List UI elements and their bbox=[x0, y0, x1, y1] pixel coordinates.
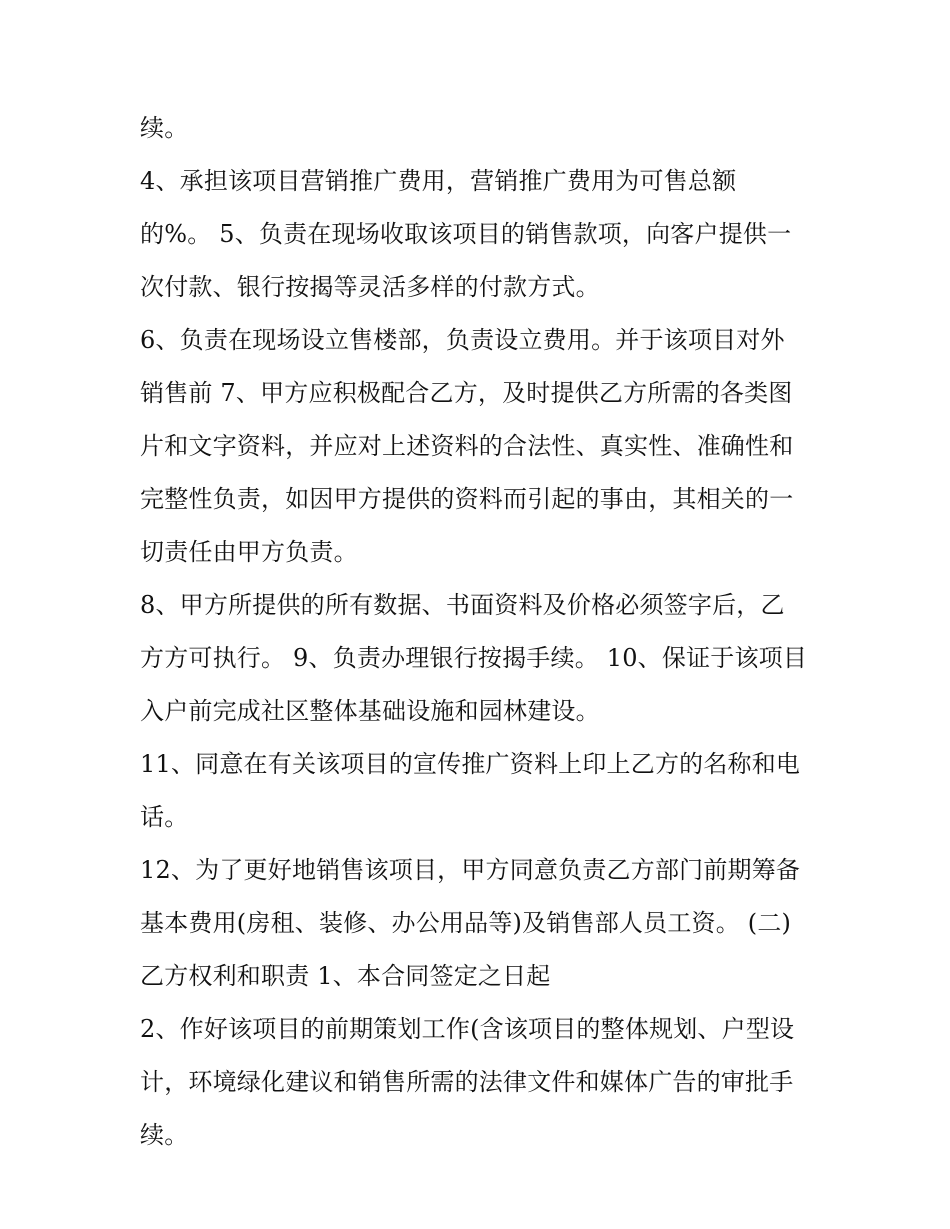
text-line: 话。 bbox=[140, 803, 189, 831]
text-line: 续。 bbox=[140, 1121, 189, 1149]
text-line: 入户前完成社区整体基础设施和园林建设。 bbox=[140, 697, 600, 725]
text-line: 方方可执行。 9、负责办理银行按揭手续。 10、保证于该项目 bbox=[140, 644, 808, 672]
text-line: 续。 bbox=[140, 114, 189, 142]
text-line: 2、作好该项目的前期策划工作(含该项目的整体规划、户型设 bbox=[140, 1015, 795, 1043]
text-line: 乙方权利和职责 1、本合同签定之日起 bbox=[140, 962, 551, 990]
text-line: 12、为了更好地销售该项目，甲方同意负责乙方部门前期筹备 bbox=[140, 856, 801, 884]
text-line: 11、同意在有关该项目的宣传推广资料上印上乙方的名称和电 bbox=[140, 750, 801, 778]
text-line: 6、负责在现场设立售楼部，负责设立费用。并于该项目对外 bbox=[140, 326, 785, 354]
text-line: 的%。 5、负责在现场收取该项目的销售款项，向客户提供一 bbox=[140, 220, 792, 248]
text-line: 基本费用(房租、装修、办公用品等)及销售部人员工资。 (二) bbox=[140, 909, 792, 937]
text-line: 4、承担该项目营销推广费用，营销推广费用为可售总额 bbox=[140, 167, 737, 195]
text-line: 完整性负责，如因甲方提供的资料而引起的事由，其相关的一 bbox=[140, 485, 794, 513]
text-line: 8、甲方所提供的所有数据、书面资料及价格必须签字后，乙 bbox=[140, 591, 785, 619]
text-line: 切责任由甲方负责。 bbox=[140, 538, 358, 566]
text-line: 计，环境绿化建议和销售所需的法律文件和媒体广告的审批手 bbox=[140, 1068, 794, 1096]
text-line: 次付款、银行按揭等灵活多样的付款方式。 bbox=[140, 273, 600, 301]
text-line: 销售前 7、甲方应积极配合乙方，及时提供乙方所需的各类图 bbox=[140, 379, 793, 407]
text-line: 片和文字资料，并应对上述资料的合法性、真实性、准确性和 bbox=[140, 432, 794, 460]
document-body bbox=[140, 102, 820, 1162]
